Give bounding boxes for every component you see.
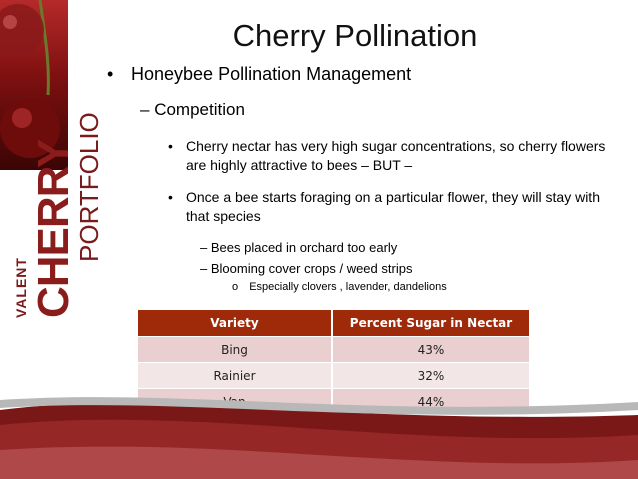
- table-header-row: [138, 310, 530, 337]
- bullet-text: Honeybee Pollination Management: [131, 64, 412, 84]
- circle-bullet-clovers: [232, 281, 447, 293]
- cell-sugar: 32%: [332, 363, 530, 389]
- point-text: Once a bee starts foraging on a particular flower, they will stay with that species: [186, 189, 600, 224]
- bullet-dot: •: [168, 138, 173, 154]
- dash-cover-crops: [200, 261, 412, 276]
- dash-marker: –: [140, 100, 150, 119]
- slide-title: Cherry Pollination: [232, 18, 478, 53]
- dash-marker: –: [200, 240, 208, 255]
- brand-valent: VALENT: [13, 257, 29, 318]
- dash-text: Bees placed in orchard too early: [210, 240, 398, 255]
- cell-variety: Bing: [138, 337, 332, 363]
- header-percent-sugar: Percent Sugar in Nectar: [332, 310, 530, 337]
- sub-bullet-text: Competition: [154, 100, 245, 119]
- cell-sugar: 44%: [332, 389, 530, 415]
- dash-text: Blooming cover crops / weed strips: [210, 261, 413, 276]
- circle-marker: o: [232, 281, 239, 293]
- table-row: [138, 337, 530, 363]
- point-text: Cherry nectar has very high sugar concentrations, so cherry flowers are highly attractive to bees – BUT –: [186, 138, 606, 173]
- bullet-dot: •: [168, 189, 173, 205]
- point-foraging: [168, 188, 616, 226]
- sub-bullet-competition: [140, 100, 245, 120]
- header-variety: Variety: [138, 310, 332, 337]
- cell-sugar: 43%: [332, 337, 530, 363]
- dash-marker: –: [200, 261, 208, 276]
- brand-portfolio: PORTFOLIO: [74, 112, 104, 262]
- dash-bees-early: [200, 240, 397, 255]
- brand-cherry: CHERRY: [29, 139, 78, 318]
- cell-variety: Rainier: [138, 363, 332, 389]
- bottom-swoosh: [0, 380, 638, 479]
- point-nectar: [168, 137, 616, 175]
- bullet-dot: •: [107, 64, 114, 84]
- circle-text: Especially clovers , lavender, dandelions: [249, 281, 447, 293]
